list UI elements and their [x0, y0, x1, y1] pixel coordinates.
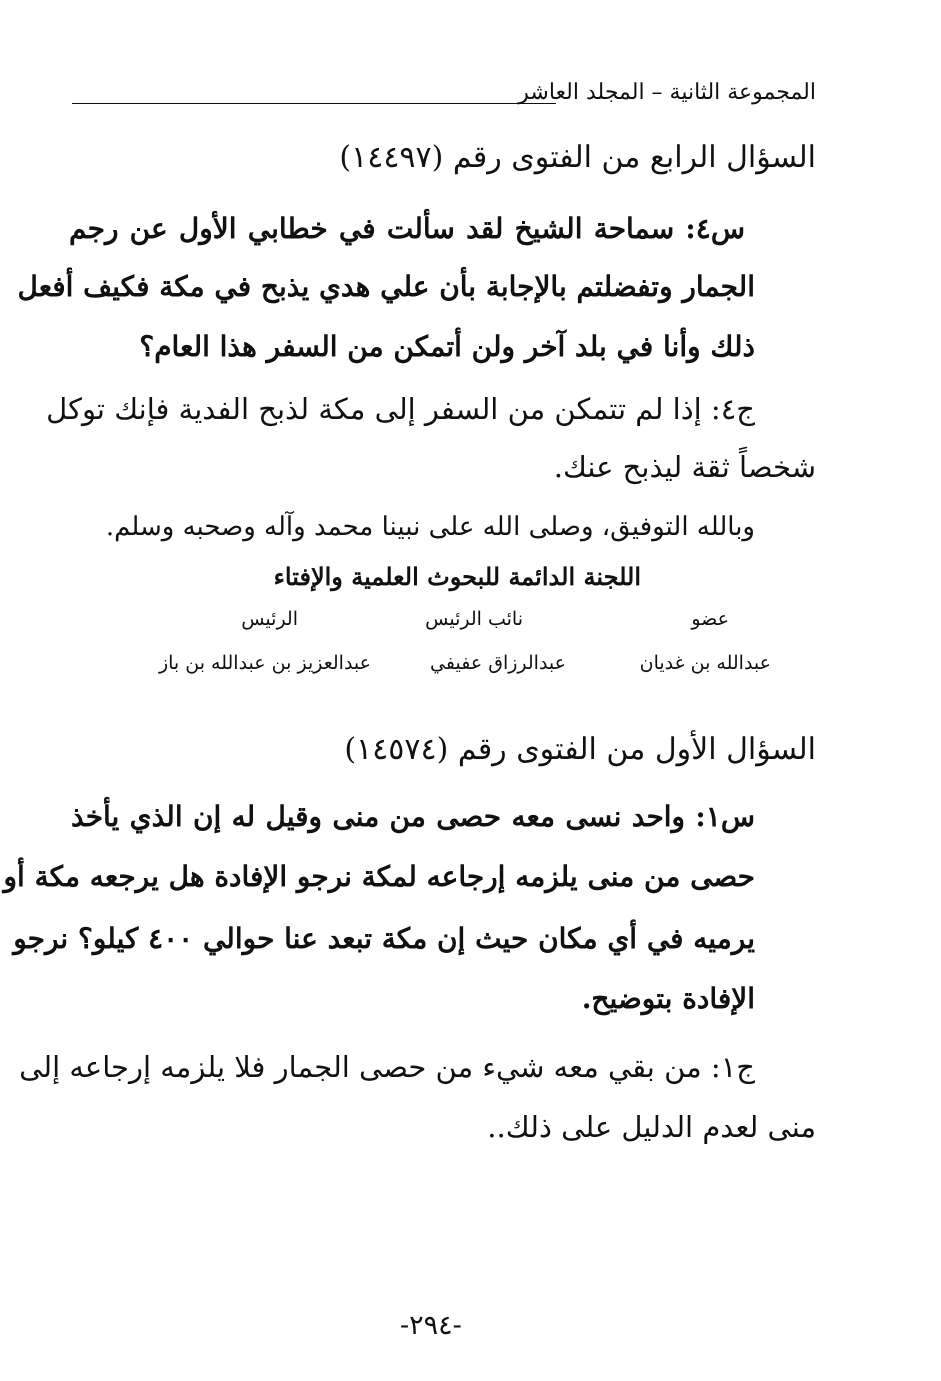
page-number: -٢٩٤- — [400, 1310, 462, 1341]
header-rule — [72, 103, 556, 104]
fatwa2-question-line-4: الإفادة بتوضيح. — [581, 982, 755, 1015]
fatwa1-answer-line-2: شخصاً ثقة ليذبح عنك. — [553, 450, 816, 484]
signatory-name-president: عبدالعزيز بن عبدالله بن باز — [158, 652, 371, 674]
fatwa2-question-line-2: حصى من منى يلزمه إرجاعه لمكة نرجو الإفادة هل يرجعه مكة أو — [3, 860, 755, 893]
fatwa1-question-line-2: الجمار وتفضلتم بالإجابة بأن علي هدي يذبح في مكة فكيف أفعل — [17, 270, 755, 303]
fatwa1-question-line-1: س٤: سماحة الشيخ لقد سألت في خطابي الأول عن رجم — [69, 212, 745, 245]
signatory-name-member: عبدالله بن غديان — [639, 652, 771, 674]
signatory-role-president: الرئيس — [241, 608, 298, 630]
fatwa1-answer-line-1: ج٤: إذا لم تتمكن من السفر إلى مكة لذبح الفدية فإنك توكل — [46, 392, 755, 426]
fatwa2-question-line-1: س١: واحد نسى معه حصى من منى وقيل له إن الذي يأخذ — [71, 800, 755, 833]
fatwa1-question-line-3: ذلك وأنا في بلد آخر ولن أتمكن من السفر هذا العام؟ — [139, 330, 755, 363]
signatory-name-vice-president: عبدالرزاق عفيفي — [430, 652, 566, 674]
fatwa2-answer-line-2: منى لعدم الدليل على ذلك.. — [487, 1110, 816, 1144]
signatory-role-vice-president: نائب الرئيس — [425, 608, 523, 630]
fatwa2-question-line-3: يرميه في أي مكان حيث إن مكة تبعد عنا حوالي ٤٠٠ كيلو؟ نرجو — [13, 922, 755, 955]
fatwa2-answer-line-1: ج١: من بقي معه شيء من حصى الجمار فلا يلزمه إرجاعه إلى — [19, 1050, 755, 1084]
fatwa1-closing: وبالله التوفيق، وصلى الله على نبينا محمد وآله وصحبه وسلم. — [105, 512, 755, 542]
fatwa1-heading: السؤال الرابع من الفتوى رقم (١٤٤٩٧) — [339, 140, 816, 175]
running-header: المجموعة الثانية – المجلد العاشر — [518, 80, 816, 105]
fatwa1-committee: اللجنة الدائمة للبحوث العلمية والإفتاء — [273, 562, 641, 591]
fatwa2-heading: السؤال الأول من الفتوى رقم (١٤٥٧٤) — [344, 732, 816, 767]
signatory-role-member: عضو — [691, 608, 729, 630]
